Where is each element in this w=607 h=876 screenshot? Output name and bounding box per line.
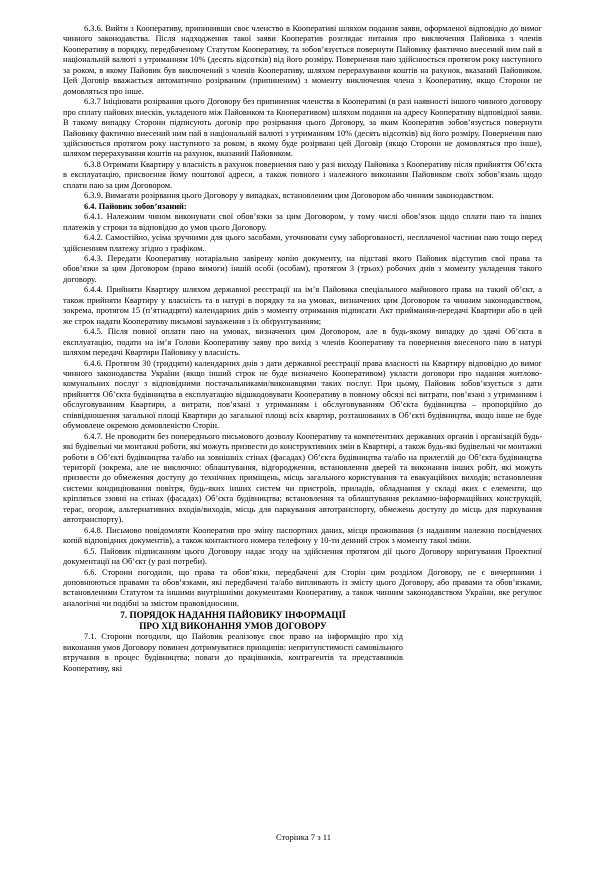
paragraph-6-5: 6.5. Пайовик підписанням цього Договору надає згоду на здійснення протягом дії цього Договору коригування Проектної документації на Об’єкт (у разі потреби). — [63, 546, 542, 567]
heading-6-4: 6.4. Пайовик зобов’язаний: — [84, 201, 187, 211]
paragraph-6-6: 6.6. Сторони погодили, що права та обов’язки, передбачені для Сторін цим розділом Договору, не є вичерпними і доповнюються правами та обов’язками, які передбачені та/або випливають із змісту цього Договору, або правами та обов’язками, встановленими Статутом та іншими внутрішніми документами Кооперативу, а також чинним законодавством України, яке регулює аналогічні чи подібні за змістом правовідносини. — [63, 567, 542, 608]
paragraph-6-4-7: 6.4.7. Не проводити без попереднього письмового дозволу Кооперативу та компетентних державних органів і організацій будь-які будівельні чи монтажні роботи, які можуть призвести до конструктивних змін в Квартирі, а також будь-які будівельні чи монтажні роботи в Об’єкті будівництва та/або на зовнішніх стінах (фасадах) Об’єкта будівництва та/або на прилеглій до Об’єкта будівництва території (зокрема, але не виключно: облаштування, відгородження, встановлення дверей та виконання інших робіт, які можуть призвести до обмеження доступу до технічних приміщень, місць загального користування та евакуаційних виходів; встановлення системи кондиціювання повітря, будь-яких інших систем чи пристроїв, приладів, обладнання у складі яких є елементи, що кріпляться ззовні на стінах (фасадах) Об’єкта будівництва; встановлення та облаштування рекламно-інформаційних конструкцій, терас, огорож, альтернативних входів/виходів, місць для паркування автотранспорту, обмежень доступу до місць для паркування автотранспорту). — [63, 431, 542, 525]
paragraph-6-4-5: 6.4.5. Після повної оплати паю на умовах, визначених цим Договором, але в будь-якому випадку до здачі Об’єкта в експлуатацію, подати на ім’я Голови Кооперативу заяву про вихід з членів Кооперативу та повернення внесеного паю в натурі шляхом передачі Квартири Пайовику у власність. — [63, 327, 542, 358]
paragraph-6-4-3: 6.4.3. Передати Кооперативу нотаріально завірену копію документу, на підставі якого Пайовик відступив свої права та обов’язки за цим Договором (право вимоги) іншій особі (особам), протягом 3 (трьох) робочих днів з моменту укладення такого договору. — [63, 253, 542, 284]
section-7-title — [63, 610, 403, 632]
paragraph-6-4-1: 6.4.1. Належним чином виконувати свої обов’язки за цим Договором, у тому числі обов’язок щодо сплати паю та інших платежів у строки та відповідно до умов цього Договору. — [63, 212, 542, 232]
document-page — [63, 24, 542, 674]
section-7-title-line1: 7. ПОРЯДОК НАДАННЯ ПАЙОВИКУ ІНФОРМАЦІЇ — [120, 610, 346, 621]
paragraph-6-4-6: 6.4.6. Протягом 30 (тридцяти) календарних днів з дати державної реєстрації права власності на Квартиру відповідно до вимог чинного законодавства України (якщо інший строк не буде визначено Кооперативом) укласти договори про надання житлово-комунальних послуг з відповідними постачальниками/виконавцями таких послуг. При цьому, Пайовик зобов’язується з дати прийняття Об’єкта будівництва в експлуатацію відшкодовувати Кооперативу в повному обсязі всі витрати, пов’язані з утриманням і обслуговуванням Квартири, а витрати, пов’язані з утриманням і обслуговуванням Об’єкта будівництва – пропорційно до співвідношення загальної площі Квартири до загальної площі всіх квартир, розташованих в Об’єкті будівництва, якщо інше не буде обумовлене окремою домовленістю Сторін. — [63, 358, 542, 431]
paragraph-6-3-6: 6.3.6. Вийти з Кооперативу, припинивши своє членство в Кооперативі шляхом подання заяви, оформленої відповідно до вимог чинного законодавства. Після надходження такої заяви Кооператив розглядає питання про виключення Пайовика з членів Кооперативу в порядку, передбаченому Статутом Кооперативу, та зобов’язується повернути Пайовику фактично внесений ним пай в національній валюті з утриманням 10% (десять відсотків) від його розміру. Повернення паю здійснюється протягом року наступного за роком, в якому Пайовик був виключений з членів Кооперативу, шляхом перерахування коштів на рахунок, вказаний Пайовиком. Цей Договір вважається автоматично розірваним (припиненим) з моменту виключення члена з Кооперативу, якщо Сторони не домовляться про інше. — [63, 24, 542, 96]
paragraph-6-4-2: 6.4.2. Самостійно, усіма зручними для цього засобами, уточнювати суму заборгованості, несплаченої частини паю тощо перед здійсненням платежу згідно з графіком. — [63, 233, 542, 253]
paragraph-6-3-8: 6.3.8 Отримати Квартиру у власність в рахунок повернення паю у разі виходу Пайовика з Кооперативу після прийняття Об’єкта в експлуатацію, присвоєння йому поштової адреси, а також повного і належного виконання Пайовиком своїх зобов’язань щодо сплати паю за цим Договором. — [63, 159, 542, 190]
paragraph-6-3-7: 6.3.7 Ініціювати розірвання цього Договору без припинення членства в Кооперативі (в разі наявності іншого чинного договору про сплату пайових внесків, укладеного між Пайовиком та Кооперативом) шляхом подання на адресу Кооперативу відповідної заяви. В такому випадку Сторони підписують договір про розірвання цього Договору, за яким Кооператив зобов’язується повернути Пайовику фактично внесений ним пай в національній валюті з утриманням 10% (десять відсотків) від його розміру. Повернення паю здійснюється протягом року наступного за роком, в якому буде розірвано цей Договір (якщо Сторони не домовляться про інше), шляхом перерахування коштів на рахунок, вказаний Пайовиком. — [63, 97, 542, 159]
section-7-block — [63, 610, 403, 674]
section-7-title-line2: ПРО ХІД ВИКОНАННЯ УМОВ ДОГОВОРУ — [139, 621, 327, 632]
paragraph-6-3-9: 6.3.9. Вимагати розірвання цього Договору у випадках, встановленим цим Договором або чинним законодавством. — [84, 191, 494, 201]
page-footer: Сторінка 7 з 11 — [275, 832, 332, 842]
paragraph-6-4-8: 6.4.8. Письмово повідомляти Кооператив про зміну паспортних даних, місця проживання (з наданням належно посвідчених копій відповідних документів), а також контактного номера телефону у 10-ти денний строк з моменту такої зміни. — [63, 525, 542, 546]
paragraph-6-4-4: 6.4.4. Прийняти Квартиру шляхом державної реєстрації на ім’я Пайовика спеціального майнового права на такий об’єкт, а також прийняти Квартиру у власність та в натурі в порядку та на умовах, визначених цим Договором та чинним законодавством, зокрема, протягом 15 (п’ятнадцяти) календарних днів з моменту отримання підписати Акт приймання-передачі Квартири або в цей же строк надати Кооперативу письмові зауваження з їх обґрунтуванням; — [63, 285, 542, 326]
paragraph-7-1: 7.1. Сторони погодили, що Пайовик реалізовує своє право на інформацію про хід виконання умов Договору повинен дотримуватися принципів: непритупстимості самовільного втручання в процес будівництва; поваги до працівників, контрагентів та представників Кооперативу, які — [63, 632, 403, 673]
